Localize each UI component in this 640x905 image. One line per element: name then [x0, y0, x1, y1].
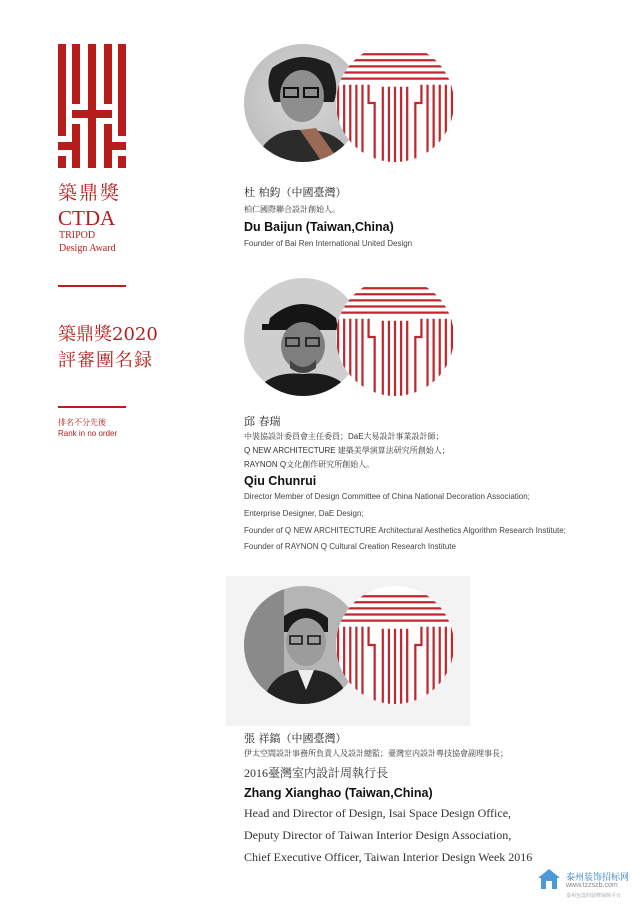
judge-name-en: Du Baijun (Taiwan,China)	[244, 220, 394, 234]
judge-desc-cn: RAYNON Q文化創作研究所創始人。	[244, 460, 375, 469]
ctda-emblem-icon	[334, 276, 456, 398]
watermark-site-name: 泰州装饰招标网	[566, 872, 630, 882]
watermark-url: www.tzzszb.com	[566, 882, 618, 889]
judge-name-cn: 杜 柏鈞（中國臺灣）	[244, 186, 347, 199]
judge-desc-en: Founder of RAYNON Q Cultural Creation Research Institute	[244, 542, 456, 551]
brand-subtitle-line2: Design Award	[59, 243, 116, 254]
judge-name-en: Zhang Xianghao (Taiwan,China)	[244, 786, 433, 800]
judge-desc-en: Deputy Director of Taiwan Interior Design Association,	[244, 828, 512, 842]
judge-desc-en: Founder of Q NEW ARCHITECTURE Architectural Aesthetics Algorithm Research Institute;	[244, 526, 566, 535]
judge-desc-cn: 中裝協設計委員會主任委員；DaE大易設計事業設計師；	[244, 432, 444, 441]
jury-title-line2: 評審團名録	[58, 350, 153, 371]
house-logo-icon	[536, 866, 562, 892]
judge-desc-en: Chief Executive Officer, Taiwan Interior Design Week 2016	[244, 850, 533, 864]
judge-desc-cn: 2016臺灣室内設計周執行長	[244, 766, 389, 780]
judge-name-en: Qiu Chunrui	[244, 474, 317, 488]
ctda-emblem-icon	[334, 42, 456, 164]
judge-name-cn: 邱 春瑞	[244, 415, 281, 428]
brand-name-cn: 築鼎獎	[58, 182, 122, 204]
judge-desc-cn: Q NEW ARCHITECTURE 建築美學演算法研究所創始人；	[244, 446, 450, 455]
ctda-emblem-icon	[334, 584, 456, 706]
divider	[58, 285, 126, 287]
ctda-logo-icon	[58, 44, 126, 168]
judge-desc-cn: 柏仁國際聯合設計創始人。	[244, 205, 340, 214]
judge-desc-en: Head and Director of Design, Isai Space Design Office,	[244, 806, 512, 820]
watermark-subtitle: 泰州包设的装修保障平台	[566, 893, 622, 899]
judge-desc-en: Founder of Bai Ren International United Design	[244, 239, 413, 248]
brand-name-en: CTDA	[58, 206, 116, 230]
judge-name-cn: 張 祥鎬（中國臺灣）	[244, 732, 347, 745]
judge-desc-cn: 伊太空間設計事務所負責人及設計總監；臺灣室内設計專技協會副理事長；	[244, 749, 508, 758]
sidebar	[0, 0, 200, 905]
rank-note-cn: 排名不分先後	[58, 418, 106, 427]
jury-title-line1: 築鼎獎2020	[58, 324, 158, 345]
judge-desc-en: Enterprise Designer, DaE Design;	[244, 509, 364, 518]
judge-desc-en: Director Member of Design Committee of China National Decoration Association;	[244, 492, 530, 501]
brand-subtitle-line1: TRIPOD	[59, 230, 96, 241]
rank-note-en: Rank in no order	[58, 429, 118, 438]
divider	[58, 406, 126, 408]
